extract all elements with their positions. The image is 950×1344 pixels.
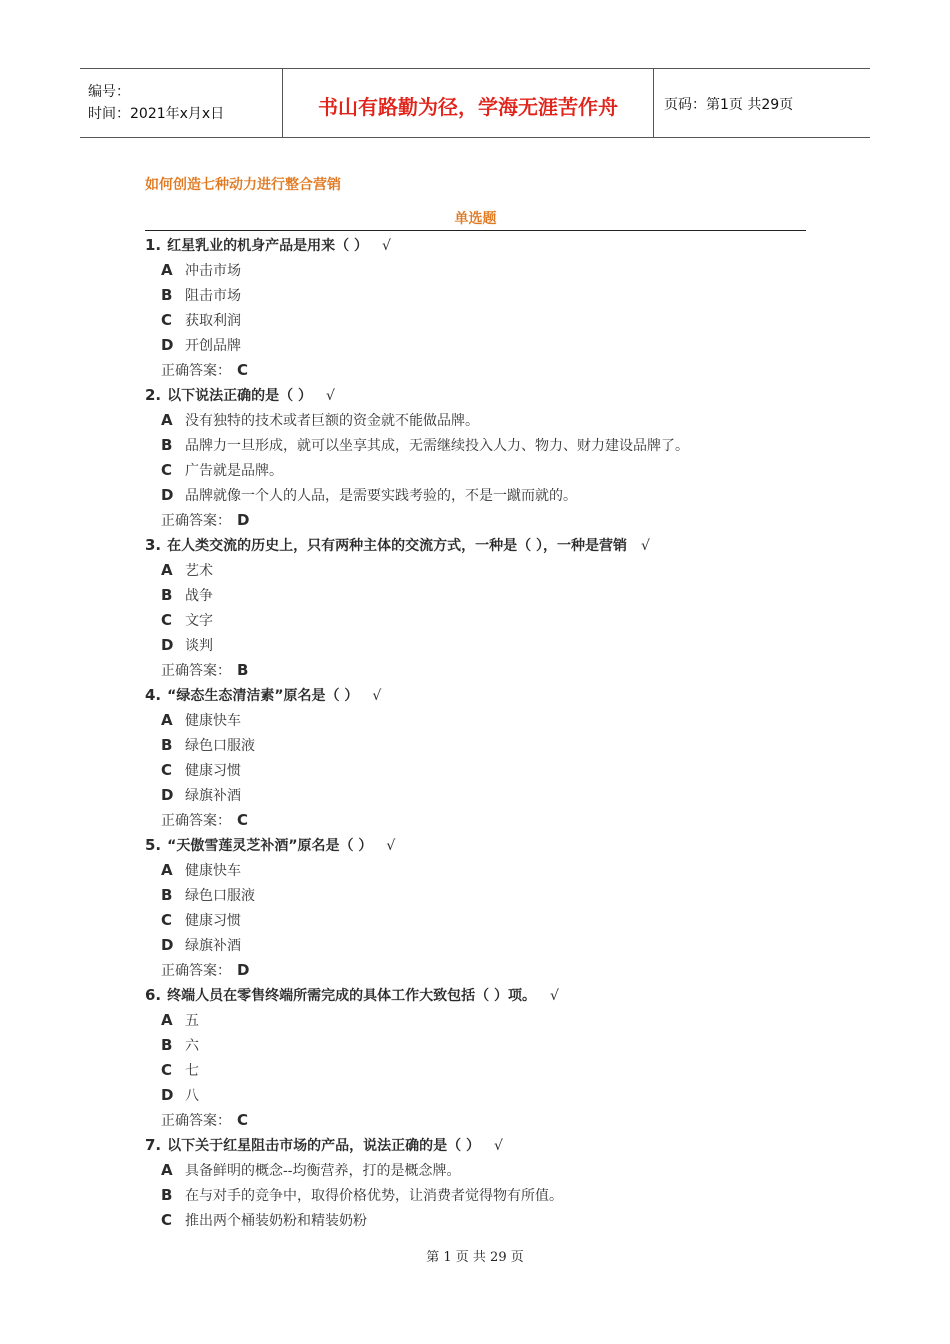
- option-letter: D: [161, 1086, 174, 1104]
- question-number: 2.: [145, 386, 162, 404]
- question-stem: [145, 383, 845, 408]
- option-letter: B: [161, 1036, 173, 1054]
- header-page-label: 页码：第1页 共29页: [664, 97, 794, 113]
- question-stem: [145, 1133, 845, 1158]
- option-item: [145, 1183, 845, 1208]
- option-text: 健康习惯: [185, 913, 241, 929]
- option-letter: B: [161, 286, 173, 304]
- option-letter: A: [161, 261, 173, 279]
- question-number: 1.: [145, 236, 162, 254]
- option-text: 广告就是品牌。: [185, 463, 283, 479]
- option-letter: B: [161, 736, 173, 754]
- question-item: [145, 833, 845, 983]
- option-letter: D: [161, 636, 174, 654]
- option-item: [145, 1033, 845, 1058]
- option-text: 获取利润: [185, 313, 241, 329]
- answer-value: C: [237, 811, 249, 829]
- option-item: [145, 1058, 845, 1083]
- question-stem: [145, 983, 845, 1008]
- option-text: 谈判: [185, 638, 213, 654]
- answer-value: C: [237, 1111, 249, 1129]
- option-letter: D: [161, 486, 174, 504]
- option-item: [145, 1008, 845, 1033]
- option-item: [145, 558, 845, 583]
- question-stem: [145, 833, 845, 858]
- check-mark-icon: √: [326, 388, 335, 404]
- question-item: [145, 383, 845, 533]
- check-mark-icon: √: [641, 538, 650, 554]
- question-list: [145, 233, 845, 1233]
- question-stem: [145, 533, 845, 558]
- question-number: 3.: [145, 536, 162, 554]
- option-text: 没有独特的技术或者巨额的资金就不能做品牌。: [185, 413, 479, 429]
- correct-answer: [145, 1108, 845, 1133]
- option-letter: C: [161, 911, 173, 929]
- question-text: 以下关于红星阻击市场的产品，说法正确的是（ ）: [167, 1138, 481, 1154]
- answer-value: D: [237, 961, 250, 979]
- question-item: [145, 533, 845, 683]
- option-text: 文字: [185, 613, 213, 629]
- question-text: “天傲雪莲灵芝补酒”原名是（ ）: [167, 838, 373, 854]
- header-motto: 书山有路勤为径，学海无涯苦作舟: [282, 69, 654, 137]
- page-footer: 第 1 页 共 29 页: [426, 1250, 524, 1265]
- option-letter: C: [161, 761, 173, 779]
- question-item: [145, 683, 845, 833]
- option-letter: B: [161, 1186, 173, 1204]
- option-item: [145, 858, 845, 883]
- option-letter: A: [161, 561, 173, 579]
- option-text: 七: [185, 1063, 199, 1079]
- option-item: [145, 1208, 845, 1233]
- option-item: [145, 1083, 845, 1108]
- option-item: [145, 883, 845, 908]
- option-letter: A: [161, 411, 173, 429]
- option-item: [145, 483, 845, 508]
- question-text: 以下说法正确的是（ ）: [167, 388, 313, 404]
- option-text: 健康习惯: [185, 763, 241, 779]
- option-letter: A: [161, 711, 173, 729]
- option-letter: C: [161, 461, 173, 479]
- answer-value: C: [237, 361, 249, 379]
- answer-label: 正确答案：: [161, 1113, 231, 1129]
- option-text: 具备鲜明的概念--均衡营养，打的是概念牌。: [185, 1163, 461, 1179]
- answer-value: D: [237, 511, 250, 529]
- section-title: 单选题: [145, 208, 806, 231]
- option-item: [145, 583, 845, 608]
- option-item: [145, 333, 845, 358]
- answer-label: 正确答案：: [161, 963, 231, 979]
- date-label: 时间：2021年x月x日: [88, 106, 225, 122]
- question-number: 7.: [145, 1136, 162, 1154]
- option-item: [145, 783, 845, 808]
- question-stem: [145, 233, 845, 258]
- option-letter: B: [161, 886, 173, 904]
- option-item: [145, 283, 845, 308]
- option-letter: C: [161, 311, 173, 329]
- answer-label: 正确答案：: [161, 663, 231, 679]
- option-text: 阻击市场: [185, 288, 241, 304]
- option-letter: D: [161, 786, 174, 804]
- option-letter: C: [161, 1211, 173, 1229]
- option-letter: A: [161, 861, 173, 879]
- correct-answer: [145, 508, 845, 533]
- answer-label: 正确答案：: [161, 513, 231, 529]
- correct-answer: [145, 658, 845, 683]
- question-number: 4.: [145, 686, 162, 704]
- answer-value: B: [237, 661, 249, 679]
- document-title: 如何创造七种动力进行整合营销: [145, 177, 341, 193]
- option-text: 健康快车: [185, 863, 241, 879]
- option-text: 品牌就像一个人的人品，是需要实践考验的，不是一蹴而就的。: [185, 488, 577, 504]
- check-mark-icon: √: [550, 988, 559, 1004]
- option-text: 六: [185, 1038, 199, 1054]
- option-text: 开创品牌: [185, 338, 241, 354]
- option-letter: B: [161, 436, 173, 454]
- option-item: [145, 708, 845, 733]
- option-item: [145, 408, 845, 433]
- option-item: [145, 933, 845, 958]
- option-item: [145, 258, 845, 283]
- check-mark-icon: √: [386, 838, 396, 854]
- check-mark-icon: √: [494, 1138, 503, 1154]
- option-text: 推出两个桶装奶粉和精装奶粉: [185, 1213, 367, 1229]
- option-item: [145, 733, 845, 758]
- option-text: 艺术: [185, 563, 213, 579]
- option-text: 冲击市场: [185, 263, 241, 279]
- option-letter: D: [161, 336, 174, 354]
- question-text: 终端人员在零售终端所需完成的具体工作大致包括（ ）项。: [167, 988, 537, 1004]
- option-text: 战争: [185, 588, 213, 604]
- correct-answer: [145, 808, 845, 833]
- option-item: [145, 758, 845, 783]
- option-letter: A: [161, 1161, 173, 1179]
- question-number: 5.: [145, 836, 162, 854]
- option-text: 五: [185, 1013, 199, 1029]
- option-item: [145, 608, 845, 633]
- question-item: [145, 233, 845, 383]
- correct-answer: [145, 358, 845, 383]
- option-item: [145, 1158, 845, 1183]
- question-item: [145, 983, 845, 1133]
- option-text: 绿色口服液: [185, 888, 255, 904]
- option-item: [145, 458, 845, 483]
- answer-label: 正确答案：: [161, 813, 231, 829]
- header-meta: [80, 69, 282, 137]
- option-text: 绿色口服液: [185, 738, 255, 754]
- question-item: [145, 1133, 845, 1233]
- correct-answer: [145, 958, 845, 983]
- option-letter: A: [161, 1011, 173, 1029]
- option-letter: B: [161, 586, 173, 604]
- question-text: 红星乳业的机身产品是用来（ ）: [167, 238, 369, 254]
- option-letter: D: [161, 936, 174, 954]
- option-text: 健康快车: [185, 713, 241, 729]
- option-item: [145, 633, 845, 658]
- option-letter: C: [161, 1061, 173, 1079]
- question-text: “绿态生态清洁素”原名是（ ）: [167, 688, 359, 704]
- option-text: 在与对手的竞争中，取得价格优势，让消费者觉得物有所值。: [185, 1188, 563, 1204]
- option-item: [145, 433, 845, 458]
- check-mark-icon: √: [372, 688, 382, 704]
- option-item: [145, 908, 845, 933]
- page-header: [80, 68, 870, 138]
- option-letter: C: [161, 611, 173, 629]
- serial-label: 编号：: [88, 84, 130, 100]
- option-item: [145, 308, 845, 333]
- option-text: 绿旗补酒: [185, 788, 241, 804]
- option-text: 绿旗补酒: [185, 938, 241, 954]
- question-number: 6.: [145, 986, 162, 1004]
- question-text: 在人类交流的历史上，只有两种主体的交流方式，一种是（ ），一种是营销: [167, 538, 628, 554]
- check-mark-icon: √: [382, 238, 391, 254]
- answer-label: 正确答案：: [161, 363, 231, 379]
- option-text: 品牌力一旦形成，就可以坐享其成，无需继续投入人力、物力、财力建设品牌了。: [185, 438, 689, 454]
- question-stem: [145, 683, 845, 708]
- option-text: 八: [185, 1088, 199, 1104]
